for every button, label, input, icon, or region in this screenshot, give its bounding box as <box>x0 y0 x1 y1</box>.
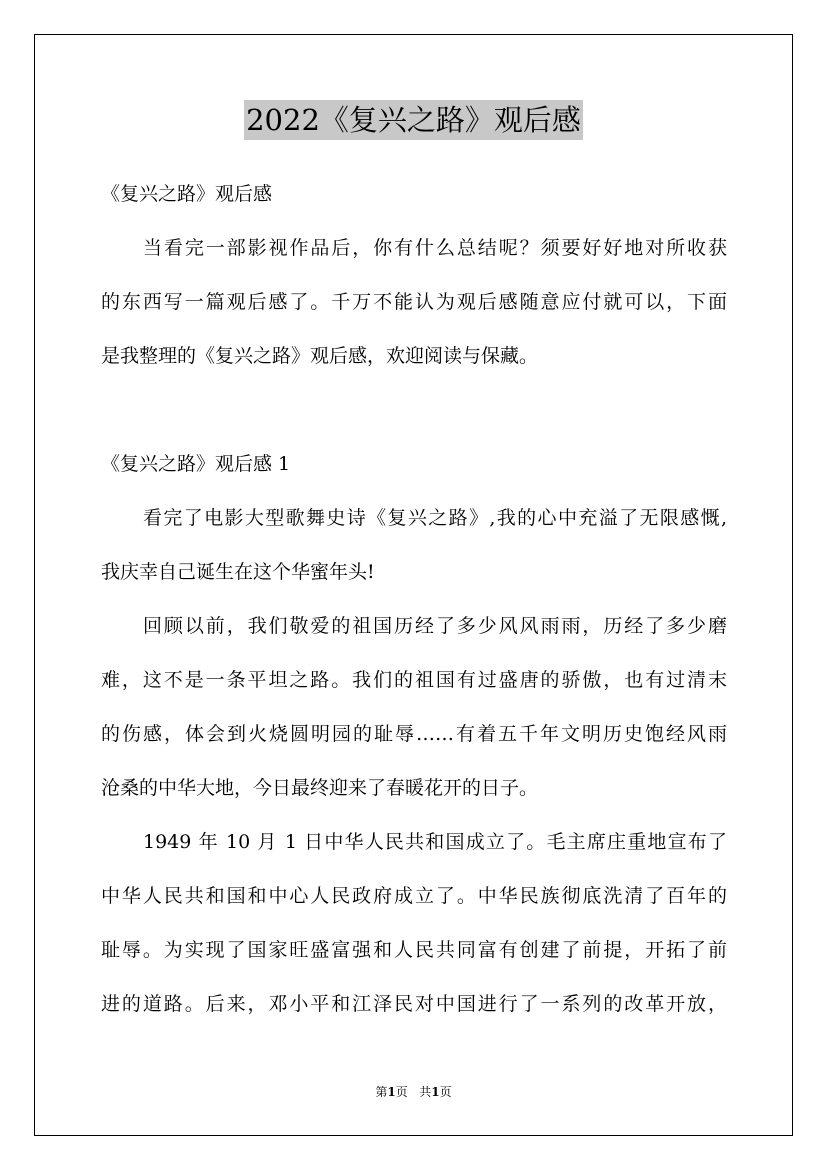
title-container <box>0 100 827 140</box>
subtitle: 《复兴之路》观后感 <box>101 183 273 205</box>
paragraph-line: 看完了电影大型歌舞史诗《复兴之路》,我的心中充溢了无限感慨, <box>143 507 727 529</box>
intro-paragraph <box>101 230 727 374</box>
paragraph-line: 中华人民共和国和中心人民政府成立了。中华民族彻底洗清了百年的 <box>101 885 727 907</box>
footer-total-prefix: 共 <box>419 1085 432 1099</box>
paragraph-line: 的东西写一篇观后感了。千万不能认为观后感随意应付就可以，下面 <box>101 291 727 313</box>
paragraph-line: 是我整理的《复兴之路》观后感，欢迎阅读与保藏。 <box>101 345 539 367</box>
footer-total-pages: 1 <box>431 1085 440 1099</box>
paragraph-line: 当看完一部影视作品后，你有什么总结呢？须要好好地对所收获 <box>143 237 727 259</box>
paragraph-line: 进的道路。后来，邓小平和江泽民对中国进行了一系列的改革开放， <box>101 993 727 1015</box>
footer-page-number: 1 <box>387 1085 396 1099</box>
document-title: 2022《复兴之路》观后感 <box>244 100 583 140</box>
footer-total-suffix: 页 <box>439 1085 452 1099</box>
paragraph-line: 我庆幸自己诞生在这个华蜜年头! <box>101 561 375 583</box>
footer-page-suffix: 页 <box>395 1085 408 1099</box>
footer-page-prefix: 第 <box>375 1085 388 1099</box>
paragraph-3 <box>101 824 727 1022</box>
section-heading: 《复兴之路》观后感 1 <box>101 453 291 475</box>
subtitle-block <box>101 176 727 212</box>
paragraph-line: 耻辱。为实现了国家旺盛富强和人民共同富有创建了前提，开拓了前 <box>101 939 727 961</box>
paragraph-line: 难，这不是一条平坦之路。我们的祖国有过盛唐的骄傲，也有过清末 <box>101 669 727 691</box>
paragraph-line: 沧桑的中华大地，今日最终迎来了春暖花开的日子。 <box>101 777 539 799</box>
page-footer <box>0 1084 827 1100</box>
paragraph-line: 的伤感，体会到火烧圆明园的耻辱……有着五千年文明历史饱经风雨 <box>101 723 727 745</box>
paragraph-2 <box>101 608 727 806</box>
paragraph-line: 1949 年 10 月 1 日中华人民共和国成立了。毛主席庄重地宣布了 <box>143 831 727 853</box>
paragraph-1 <box>101 500 727 590</box>
paragraph-line: 回顾以前，我们敬爱的祖国历经了多少风风雨雨，历经了多少磨 <box>143 615 727 637</box>
section-heading-block <box>101 446 727 482</box>
